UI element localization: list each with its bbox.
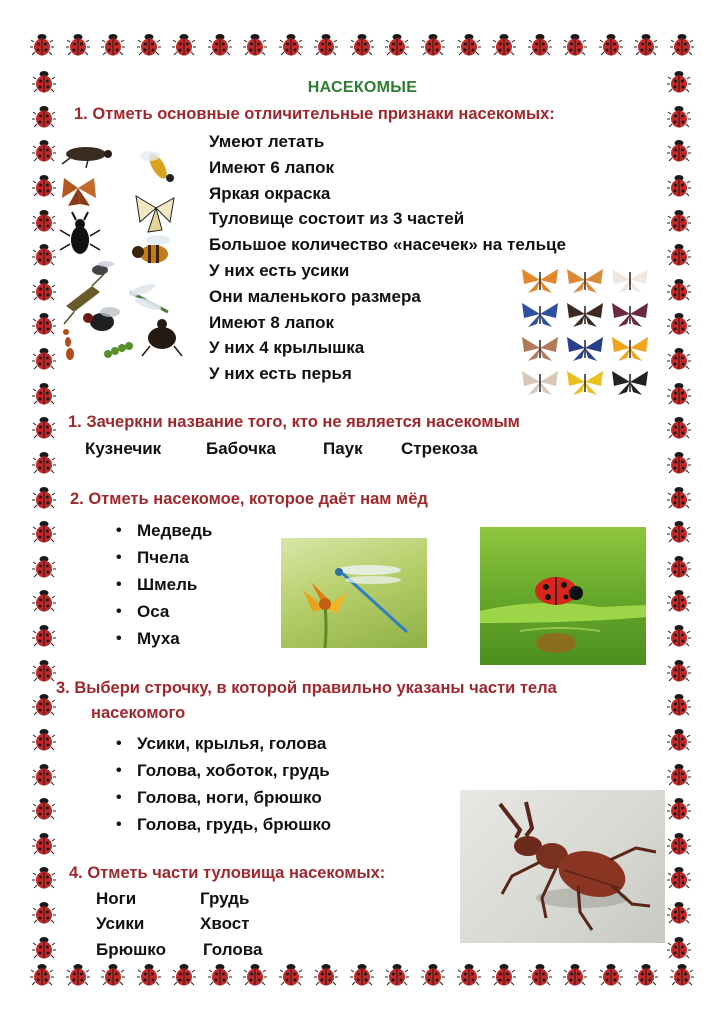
ladybug-icon	[667, 866, 691, 890]
ladybug-icon	[667, 278, 691, 302]
ladybug-icon	[528, 963, 552, 987]
word-abdomen[interactable]: Брюшко	[96, 940, 166, 959]
ladybug-icon	[172, 963, 196, 987]
ladybug-icon	[243, 963, 267, 987]
task3-options	[112, 517, 212, 652]
ladybug-icon	[667, 520, 691, 544]
ladybug-icon	[32, 693, 56, 717]
ladybug-icon	[32, 278, 56, 302]
ladybug-icon	[492, 33, 516, 57]
ladybug-icon	[32, 451, 56, 475]
word-grasshopper[interactable]: Кузнечик	[85, 439, 162, 458]
insects-collage-image	[58, 136, 188, 368]
ladybug-icon	[32, 486, 56, 510]
word-chest[interactable]: Грудь	[200, 889, 250, 908]
word-butterfly[interactable]: Бабочка	[206, 439, 276, 458]
task1-option[interactable]: Умеют летать	[209, 132, 325, 151]
dragonfly-photo	[281, 538, 427, 648]
page-title: НАСЕКОМЫЕ	[307, 79, 418, 96]
ladybug-icon	[634, 33, 658, 57]
word-legs[interactable]: Ноги	[96, 889, 137, 908]
ladybug-icon	[667, 416, 691, 440]
ladybug-icon	[32, 174, 56, 198]
ladybug-icon	[457, 33, 481, 57]
ladybug-icon	[667, 589, 691, 613]
ladybug-icon	[528, 33, 552, 57]
task1-option[interactable]: Они маленького размера	[209, 286, 421, 306]
ladybug-border-right	[667, 70, 693, 960]
word-dragonfly[interactable]: Стрекоза	[401, 439, 478, 458]
ladybug-icon	[667, 486, 691, 510]
ladybug-icon	[421, 963, 445, 987]
word-head[interactable]: Голова	[203, 940, 263, 959]
task3-option[interactable]: • Шмель	[112, 571, 212, 598]
ladybug-icon	[172, 33, 196, 57]
ladybug-icon	[208, 963, 232, 987]
task1-option[interactable]: У них есть усики	[209, 260, 350, 280]
ladybug-icon	[350, 963, 374, 987]
ladybug-icon	[667, 624, 691, 648]
ladybug-icon	[667, 209, 691, 233]
ladybug-icon	[599, 963, 623, 987]
ladybug-icon	[667, 797, 691, 821]
ladybug-icon	[385, 963, 409, 987]
ladybug-icon	[208, 33, 232, 57]
ladybug-icon	[563, 33, 587, 57]
task4-question-line2: насекомого	[91, 704, 186, 722]
ladybug-icon	[599, 33, 623, 57]
ladybug-icon	[30, 963, 54, 987]
ladybug-icon	[385, 33, 409, 57]
ladybug-icon	[32, 520, 56, 544]
ladybug-icon	[32, 105, 56, 129]
task4-option[interactable]: • Голова, грудь, брюшко	[112, 811, 331, 838]
ladybug-icon	[32, 243, 56, 267]
ladybug-icon	[667, 451, 691, 475]
ladybug-icon	[243, 33, 267, 57]
ladybug-icon	[667, 174, 691, 198]
ladybug-icon	[667, 763, 691, 787]
ladybug-icon	[32, 624, 56, 648]
task3-question: 2. Отметь насекомое, которое даёт нам мёд	[70, 490, 428, 508]
ladybug-icon	[32, 763, 56, 787]
task1-options	[209, 129, 566, 387]
ladybug-icon	[66, 33, 90, 57]
task4-option[interactable]: • Усики, крылья, голова	[112, 730, 331, 757]
ladybug-border-left	[32, 70, 58, 960]
ladybug-icon	[32, 139, 56, 163]
ladybug-icon	[492, 963, 516, 987]
ladybug-icon	[667, 312, 691, 336]
stag-beetle-photo	[460, 790, 665, 943]
task1-option[interactable]: Туловище состоит из 3 частей	[209, 209, 465, 229]
word-tail[interactable]: Хвост	[200, 914, 250, 933]
word-antennae[interactable]: Усики	[96, 914, 145, 933]
ladybug-icon	[32, 659, 56, 683]
task2-question: 1. Зачеркни название того, кто не является насекомым	[68, 413, 520, 431]
ladybug-icon	[32, 589, 56, 613]
task1-option[interactable]: Яркая окраска	[209, 183, 331, 203]
task3-option[interactable]: • Оса	[112, 598, 212, 625]
task4-options	[112, 730, 331, 838]
ladybug-icon	[137, 33, 161, 57]
ladybug-icon	[314, 963, 338, 987]
ladybug-icon	[667, 901, 691, 925]
ladybug-icon	[667, 659, 691, 683]
ladybug-icon	[32, 797, 56, 821]
ladybug-icon	[667, 936, 691, 960]
ladybug-icon	[634, 963, 658, 987]
task1-option[interactable]: Имеют 6 лапок	[209, 157, 334, 177]
ladybug-icon	[314, 33, 338, 57]
ladybug-icon	[32, 312, 56, 336]
ladybug-icon	[279, 963, 303, 987]
task4-question-line1: 3. Выбери строчку, в которой правильно указаны части тела	[56, 679, 557, 697]
ladybug-icon	[667, 105, 691, 129]
ladybug-icon	[32, 866, 56, 890]
ladybug-border-bottom	[30, 963, 694, 989]
ladybug-icon	[421, 33, 445, 57]
ladybug-icon	[32, 555, 56, 579]
task1-option[interactable]: Имеют 8 лапок	[209, 312, 334, 332]
ladybug-icon	[667, 243, 691, 267]
ladybug-icon	[32, 936, 56, 960]
task4-option[interactable]: • Голова, ноги, брюшко	[112, 784, 331, 811]
ladybug-icon	[101, 33, 125, 57]
ladybug-icon	[350, 33, 374, 57]
ladybug-icon	[101, 963, 125, 987]
ladybug-icon	[32, 416, 56, 440]
task3-option[interactable]: • Муха	[112, 625, 212, 652]
ladybug-photo	[480, 527, 646, 665]
ladybug-icon	[32, 347, 56, 371]
task1-option[interactable]: Большое количество «насечек» на тельце	[209, 235, 566, 255]
ladybug-icon	[30, 33, 54, 57]
task3-option[interactable]: • Пчела	[112, 544, 212, 571]
ladybug-icon	[279, 33, 303, 57]
ladybug-icon	[563, 963, 587, 987]
task1-option[interactable]: У них 4 крылышка	[209, 338, 365, 358]
ladybug-icon	[137, 963, 161, 987]
ladybug-icon	[667, 139, 691, 163]
ladybug-icon	[667, 347, 691, 371]
task1-option[interactable]: У них есть перья	[209, 364, 352, 384]
task5-question: 4. Отметь части туловища насекомых:	[69, 864, 386, 882]
ladybug-icon	[32, 209, 56, 233]
ladybug-icon	[667, 382, 691, 406]
ladybug-icon	[670, 963, 694, 987]
task4-option[interactable]: • Голова, хоботок, грудь	[112, 757, 331, 784]
ladybug-icon	[32, 901, 56, 925]
ladybug-icon	[66, 963, 90, 987]
ladybug-icon	[32, 382, 56, 406]
ladybug-icon	[667, 832, 691, 856]
word-spider[interactable]: Паук	[323, 439, 363, 458]
ladybug-icon	[32, 728, 56, 752]
ladybug-border-top	[30, 33, 694, 59]
ladybug-icon	[670, 33, 694, 57]
task1-question: 1. Отметь основные отличительные признаки насекомых:	[74, 105, 555, 123]
ladybug-icon	[667, 728, 691, 752]
butterflies-image	[518, 262, 654, 398]
task3-option[interactable]: • Медведь	[112, 517, 212, 544]
ladybug-icon	[667, 693, 691, 717]
ladybug-icon	[667, 555, 691, 579]
ladybug-icon	[32, 832, 56, 856]
ladybug-icon	[457, 963, 481, 987]
